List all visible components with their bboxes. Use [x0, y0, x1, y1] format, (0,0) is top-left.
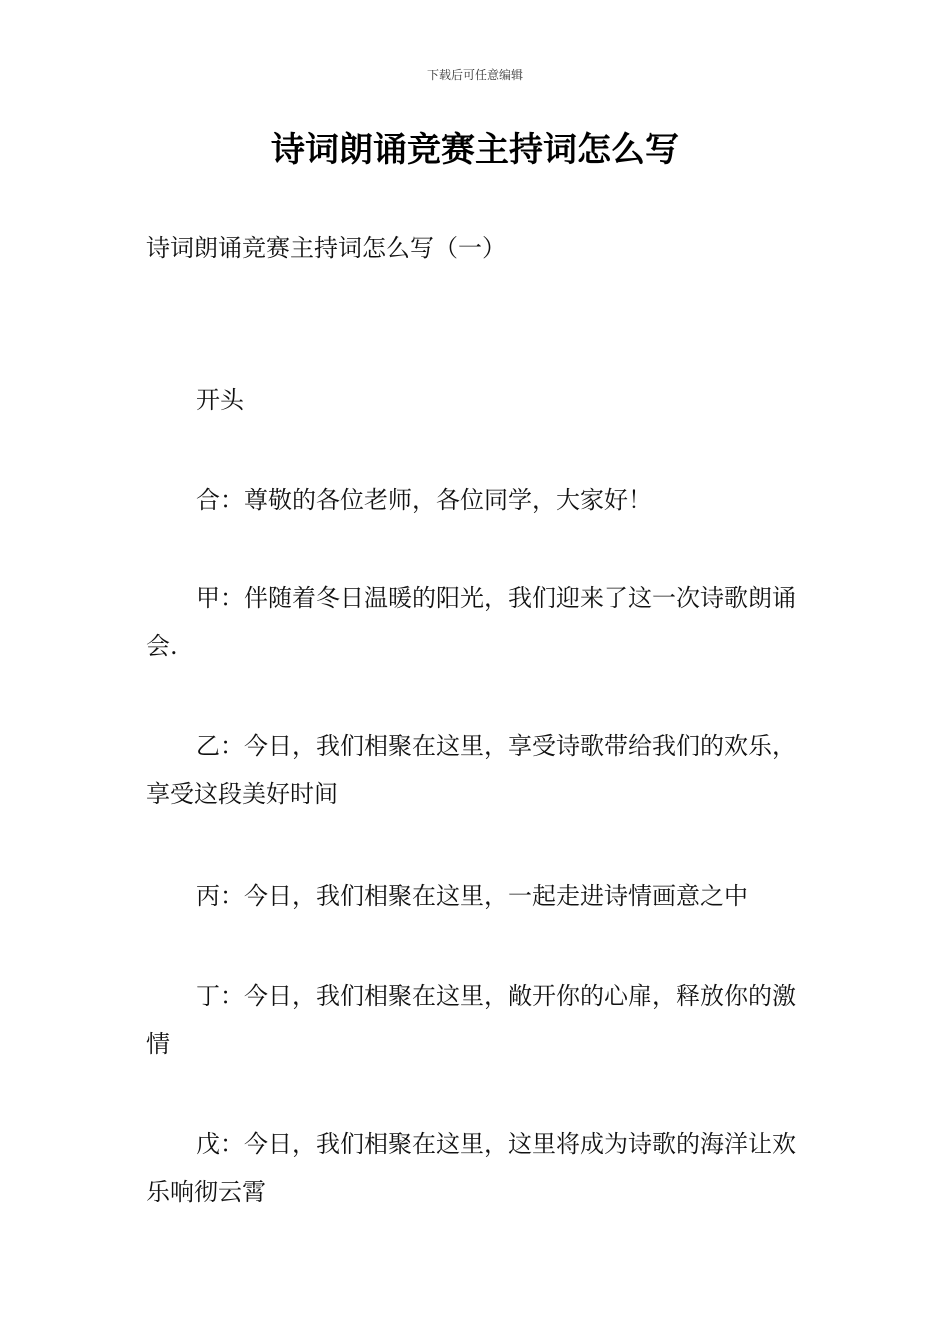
paragraph-wu: 戊：今日，我们相聚在这里，这里将成为诗歌的海洋让欢乐响彻云霄 [146, 1130, 796, 1206]
header-note: 下载后可任意编辑 [426, 68, 523, 82]
paragraph-he: 合：尊敬的各位老师，各位同学，大家好！ [196, 486, 652, 514]
paragraph-ding: 丁：今日，我们相聚在这里，敞开你的心扉，释放你的激情 [146, 982, 796, 1058]
section-subtitle: 诗词朗诵竞赛主持词怎么写（一） [146, 234, 506, 262]
paragraph-yi: 乙：今日，我们相聚在这里，享受诗歌带给我们的欢乐，享受这段美好时间 [146, 732, 796, 808]
document-title: 诗词朗诵竞赛主持词怎么写 [271, 130, 679, 170]
paragraph-bing: 丙：今日，我们相聚在这里，一起走进诗情画意之中 [196, 882, 748, 910]
paragraph-opening: 开头 [196, 386, 244, 414]
paragraph-jia: 甲：伴随着冬日温暖的阳光，我们迎来了这一次诗歌朗诵会. [146, 584, 796, 660]
